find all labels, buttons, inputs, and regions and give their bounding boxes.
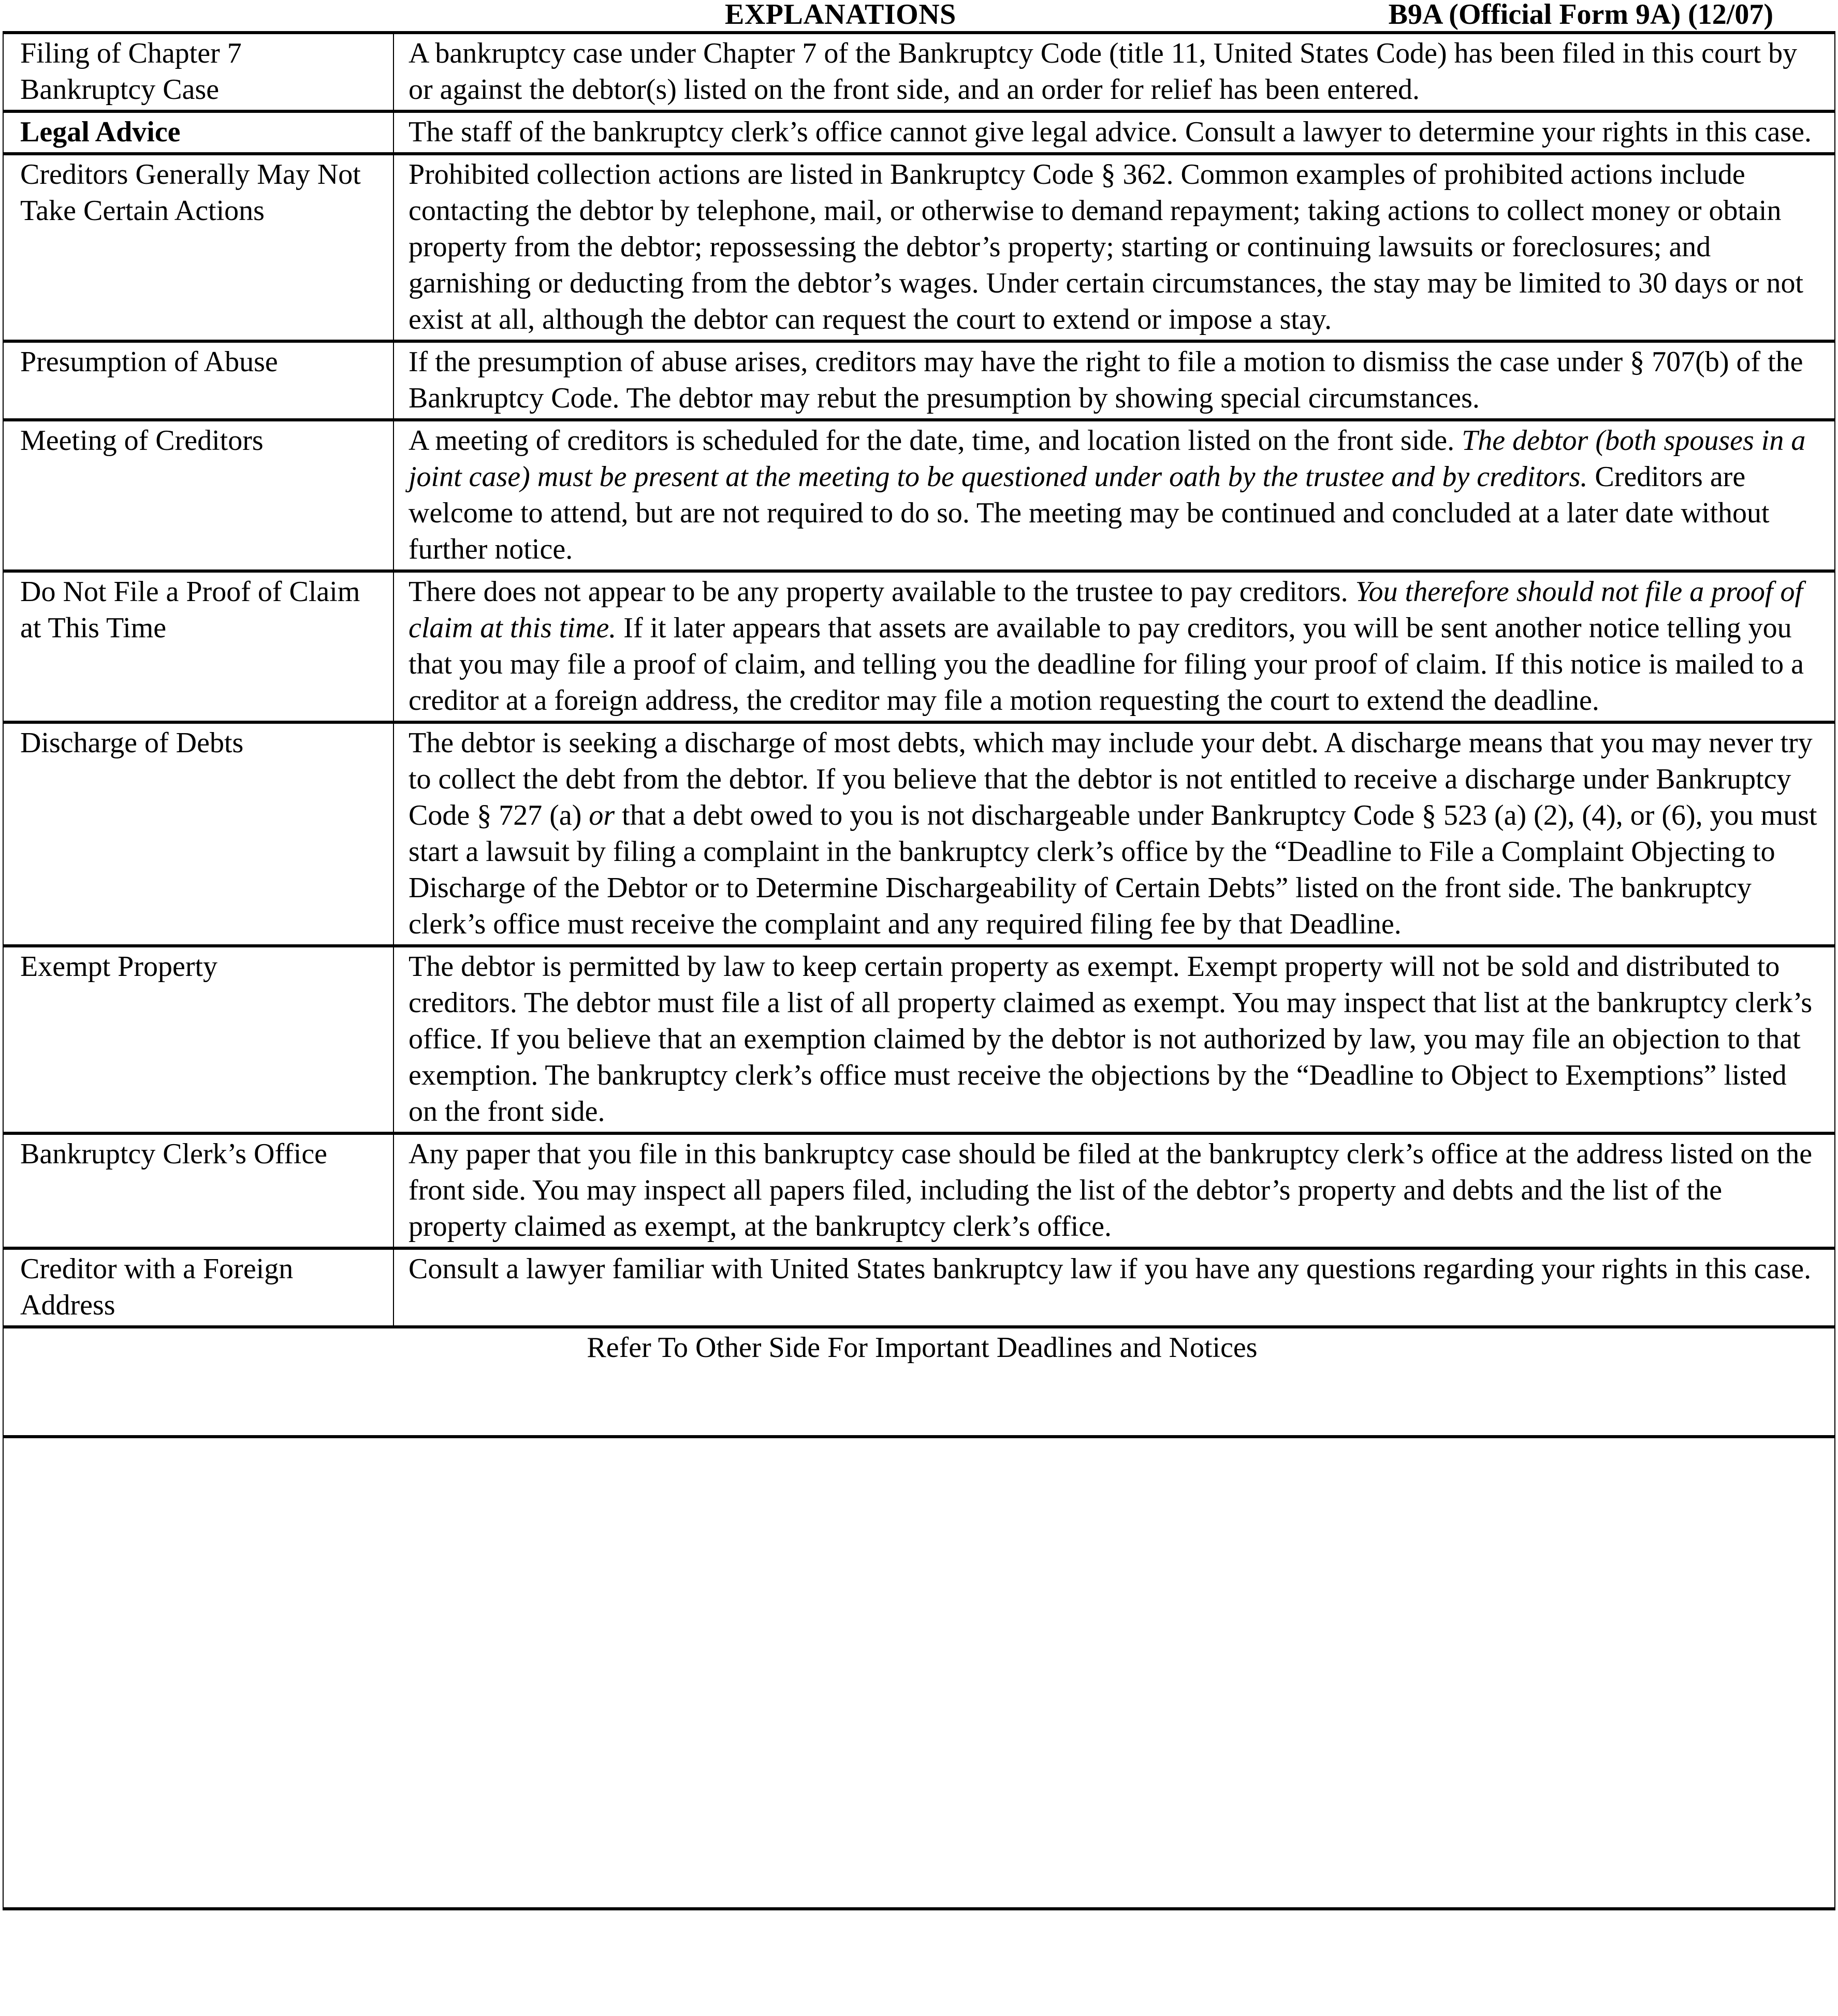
refer-row xyxy=(3,1327,1835,1437)
table-row xyxy=(3,111,1835,154)
table-row xyxy=(3,33,1835,111)
form-identifier: B9A (Official Form 9A) (12/07) xyxy=(1388,0,1773,31)
row-text xyxy=(393,420,1835,571)
row-heading: Creditors Generally May Not Take Certain Actions xyxy=(3,154,393,341)
page-header xyxy=(0,0,1838,31)
row-heading: Legal Advice xyxy=(3,111,393,154)
table-row xyxy=(3,722,1835,946)
row-text-part: The debtor is seeking a discharge of most debts, which may include your debt. A discharge means that you may never try to collect the debt from the debtor. If you believe that the debtor is not entitled to receive a discharge under Bankruptcy Code § 727 (a) xyxy=(409,727,1813,831)
row-text-part: A meeting of creditors is scheduled for the date, time, and location listed on the front side. xyxy=(409,425,1462,457)
table-row xyxy=(3,420,1835,571)
page-title: EXPLANATIONS xyxy=(725,0,956,31)
table-row xyxy=(3,1248,1835,1327)
table-row xyxy=(3,1133,1835,1248)
row-heading: Creditor with a Foreign Address xyxy=(3,1248,393,1327)
row-text xyxy=(393,722,1835,946)
row-text-italic: The debtor (both spouses in a joint case) must be present at the meeting to be questioned under oath by the trustee and by creditors. xyxy=(409,425,1806,493)
row-text: If the presumption of abuse arises, creditors may have the right to file a motion to dismiss the case under § 707(b) of the Bankruptcy Code. The debtor may rebut the presumption by showing special circumstances. xyxy=(393,341,1835,420)
explanations-table xyxy=(3,31,1835,1910)
row-heading: Discharge of Debts xyxy=(3,722,393,946)
row-text-part: that a debt owed to you is not dischargeable under Bankruptcy Code § 523 (a) (2), (4), or (6), you must start a lawsuit by filing a complaint in the bankruptcy clerk’s office by the “Deadline to File a Complaint Objecting to Discharge of the Debtor or to Determine Dischargeability of Certain Debts” listed on the front side. The bankruptcy clerk’s office must receive the complaint and any required filing fee by that Deadline. xyxy=(409,799,1817,940)
row-heading: Presumption of Abuse xyxy=(3,341,393,420)
row-text-part: There does not appear to be any property available to the trustee to pay creditors. xyxy=(409,576,1355,608)
row-text: A bankruptcy case under Chapter 7 of the Bankruptcy Code (title 11, United States Code) has been filed in this court by or against the debtor(s) listed on the front side, and an order for relief has been entered. xyxy=(393,33,1835,111)
table-row xyxy=(3,154,1835,341)
row-text: Consult a lawyer familiar with United States bankruptcy law if you have any questions regarding your rights in this case. xyxy=(393,1248,1835,1327)
row-heading: Bankruptcy Clerk’s Office xyxy=(3,1133,393,1248)
row-text: Prohibited collection actions are listed in Bankruptcy Code § 362. Common examples of prohibited actions include contacting the debtor by telephone, mail, or otherwise to demand repayment; taking actions to collect money or obtain property from the debtor; repossessing the debtor’s property; starting or continuing lawsuits or foreclosures; and garnishing or deducting from the debtor’s wages. Under certain circumstances, the stay may be limited to 30 days or not exist at all, although the debtor can request the court to extend or impose a stay. xyxy=(393,154,1835,341)
blank-box xyxy=(3,1437,1835,1909)
row-heading: Meeting of Creditors xyxy=(3,420,393,571)
row-text: The debtor is permitted by law to keep certain property as exempt. Exempt property will not be sold and distributed to creditors. The debtor must file a list of all property claimed as exempt. You may inspect that list at the bankruptcy clerk’s office. If you believe that an exemption claimed by the debtor is not authorized by law, you may file an objection to that exemption. The bankruptcy clerk’s office must receive the objections by the “Deadline to Object to Exemptions” listed on the front side. xyxy=(393,946,1835,1133)
row-text-italic: or xyxy=(589,799,615,831)
row-text-italic: You therefore should not file a proof of claim at this time. xyxy=(409,576,1803,644)
row-text: The staff of the bankruptcy clerk’s office cannot give legal advice. Consult a lawyer to determine your rights in this case. xyxy=(393,111,1835,154)
row-heading: Filing of Chapter 7 Bankruptcy Case xyxy=(3,33,393,111)
row-text-part: Creditors are welcome to attend, but are not required to do so. The meeting may be continued and concluded at a later date without further notice. xyxy=(409,461,1770,565)
table-row xyxy=(3,341,1835,420)
blank-box-row xyxy=(3,1437,1835,1909)
row-text: Any paper that you file in this bankruptcy case should be filed at the bankruptcy clerk’s office at the address listed on the front side. You may inspect all papers filed, including the list of the debtor’s property and debts and the list of the property claimed as exempt, at the bankruptcy clerk’s office. xyxy=(393,1133,1835,1248)
table-row xyxy=(3,571,1835,722)
row-heading: Exempt Property xyxy=(3,946,393,1133)
row-text-part: If it later appears that assets are available to pay creditors, you will be sent another notice telling you that you may file a proof of claim, and telling you the deadline for filing your proof of claim. If this notice is mailed to a creditor at a foreign address, the creditor may file a motion requesting the court to extend the deadline. xyxy=(409,612,1804,717)
row-text xyxy=(393,571,1835,722)
table-row xyxy=(3,946,1835,1133)
row-heading: Do Not File a Proof of Claim at This Time xyxy=(3,571,393,722)
refer-other-side-note: Refer To Other Side For Important Deadlines and Notices xyxy=(3,1327,1835,1437)
